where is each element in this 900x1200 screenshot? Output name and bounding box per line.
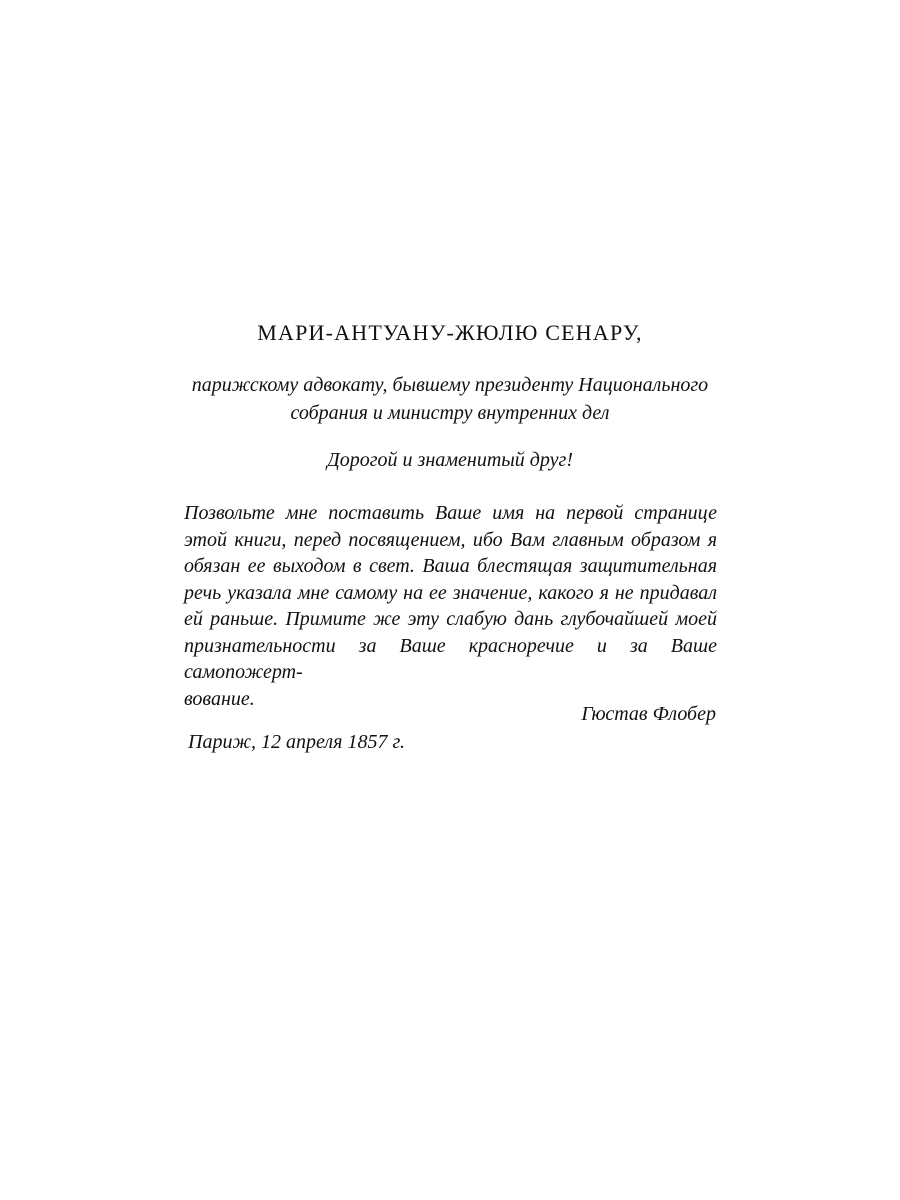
body-line: ей раньше. Примите же эту слабую дань глубочайшей моей	[184, 608, 717, 630]
body-line: Позвольте мне поставить Ваше имя на первой странице	[184, 502, 717, 524]
body-line: этой книги, перед посвящением, ибо Вам главным образом я	[184, 528, 717, 551]
dedicatee-titles	[120, 371, 780, 427]
body-line: вование.	[184, 687, 255, 710]
place-date-line: Париж, 12 апреля 1857 г.	[188, 731, 405, 753]
dedication-body	[184, 500, 717, 712]
body-line: обязан ее выходом в свет. Ваша блестящая защитительная	[184, 555, 717, 577]
salutation: Дорогой и знаменитый друг!	[327, 449, 573, 471]
titles-line: собрания и министру внутренних дел	[290, 402, 610, 424]
dedicatee-heading: МАРИ-АНТУАНУ-ЖЮЛЮ СЕНАРУ,	[257, 320, 643, 345]
body-line: признательности за Ваше красноречие и за Ваше самопожерт-	[184, 634, 717, 683]
author-signature: Гюстав Флобер	[581, 703, 716, 725]
titles-line: парижскому адвокату, бывшему президенту Национального	[191, 374, 709, 396]
body-line: речь указала мне самому на ее значение, какого я не придавал	[184, 581, 717, 604]
